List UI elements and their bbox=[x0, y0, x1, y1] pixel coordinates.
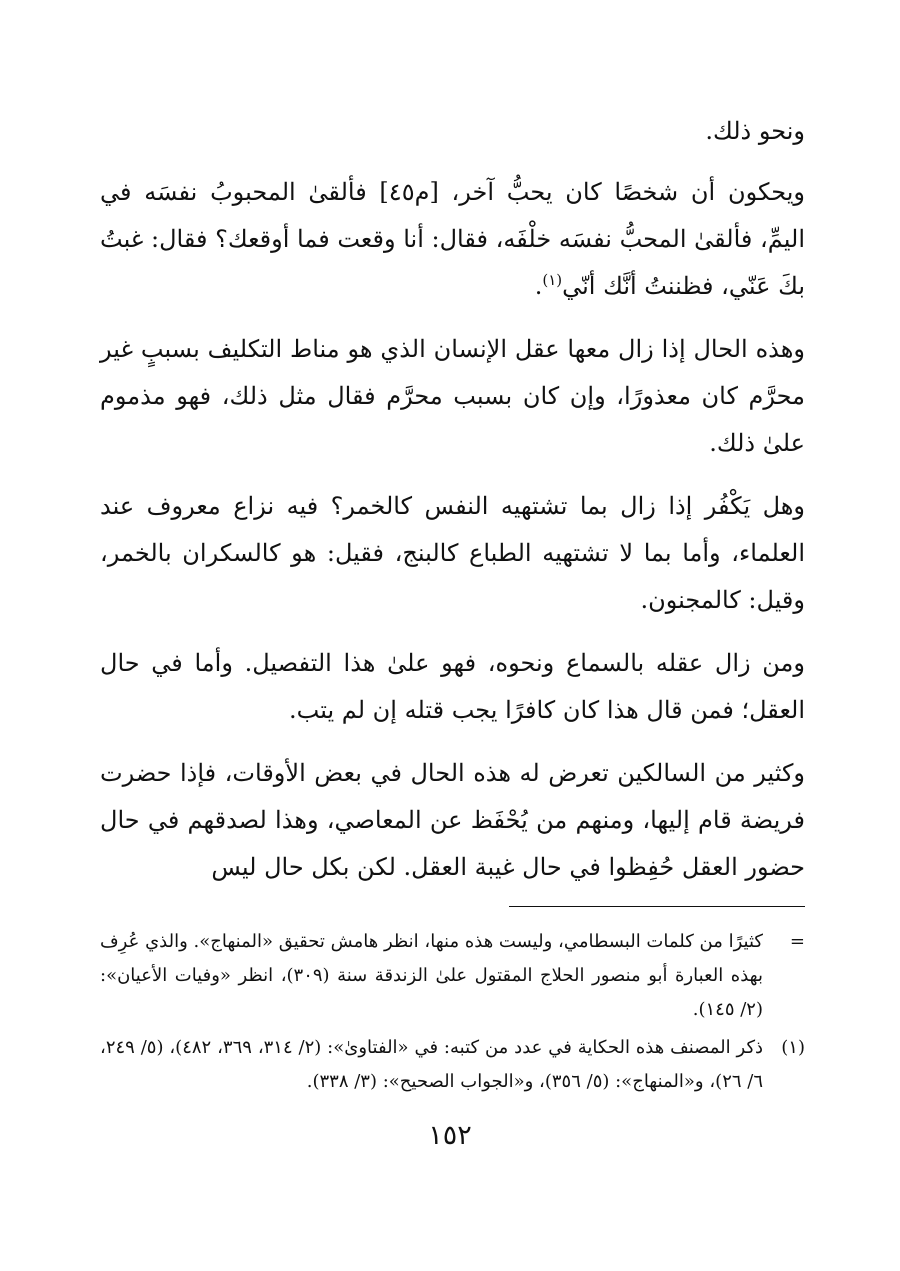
paragraph-text: ويحكون أن شخصًا كان يحبُّ آخر، [م٤٥] فألقىٰ المحبوبُ نفسَه في اليمِّ، فألقىٰ المحبُّ نفسَه خلْفَه، فقال: أنا وقعت فما أوقعك؟ فقال: غبتُ بكَ عَنّي، فظننتُ أنَّك أنّي bbox=[100, 178, 805, 300]
paragraph: وهذه الحال إذا زال معها عقل الإنسان الذي هو مناط التكليف بسببٍ غير محرَّم كان معذورًا، وإن كان بسبب محرَّم فقال مثل ذلك، فهو مذموم علىٰ ذلك. bbox=[100, 335, 805, 457]
footnote-marker: (١) bbox=[781, 1037, 805, 1058]
main-text bbox=[100, 108, 805, 907]
paragraph: وهل يَكْفُر إذا زال بما تشتهيه النفس كالخمر؟ فيه نزاع معروف عند العلماء، وأما بما لا تشتهيه الطباع كالبنج، فقيل: هو كالسكران بالخمر، وقيل: كالمجنون. bbox=[100, 492, 805, 614]
footnote-marker: = bbox=[789, 931, 805, 952]
paragraph: ونحو ذلك. bbox=[705, 117, 805, 145]
footnotes bbox=[100, 925, 805, 1103]
paragraph bbox=[100, 169, 805, 310]
page-number: ١٥٢ bbox=[428, 1120, 472, 1151]
footnote-separator bbox=[509, 906, 805, 907]
footnote bbox=[100, 925, 805, 1027]
footnote-text: ذكر المصنف هذه الحكاية في عدد من كتبه: في «الفتاوىٰ»: (٢/ ٣١٤، ٣٦٩، ٤٨٢)، (٥/ ٢٤٩، ٦/ ٢٦)، و«المنهاج»: (٥/ ٣٥٦)، و«الجواب الصحيح»: (٣/ ٣٣٨). bbox=[100, 1037, 764, 1092]
sentence-end: . bbox=[534, 272, 543, 300]
footnote-text: كثيرًا من كلمات البسطامي، وليست هذه منها، انظر هامش تحقيق «المنهاج». والذي عُرِف بهذه العبارة أبو منصور الحلاج المقتول علىٰ الزندقة سنة (٣٠٩)، انظر «وفيات الأعيان»: (٢/ ١٤٥). bbox=[100, 931, 763, 1020]
footnote-reference: (١) bbox=[542, 271, 563, 289]
paragraph: ومن زال عقله بالسماع ونحوه، فهو علىٰ هذا التفصيل. وأما في حال العقل؛ فمن قال هذا كان كافرًا يجب قتله إن لم يتب. bbox=[100, 649, 805, 724]
paragraph: وكثير من السالكين تعرض له هذه الحال في بعض الأوقات، فإذا حضرت فريضة قام إليها، ومنهم من يُحْفَظ عن المعاصي، وهذا لصدقهم في حال حضور العقل حُفِظوا في حال غيبة العقل. لكن بكل حال ليس bbox=[100, 759, 805, 881]
footnote bbox=[100, 1031, 805, 1099]
